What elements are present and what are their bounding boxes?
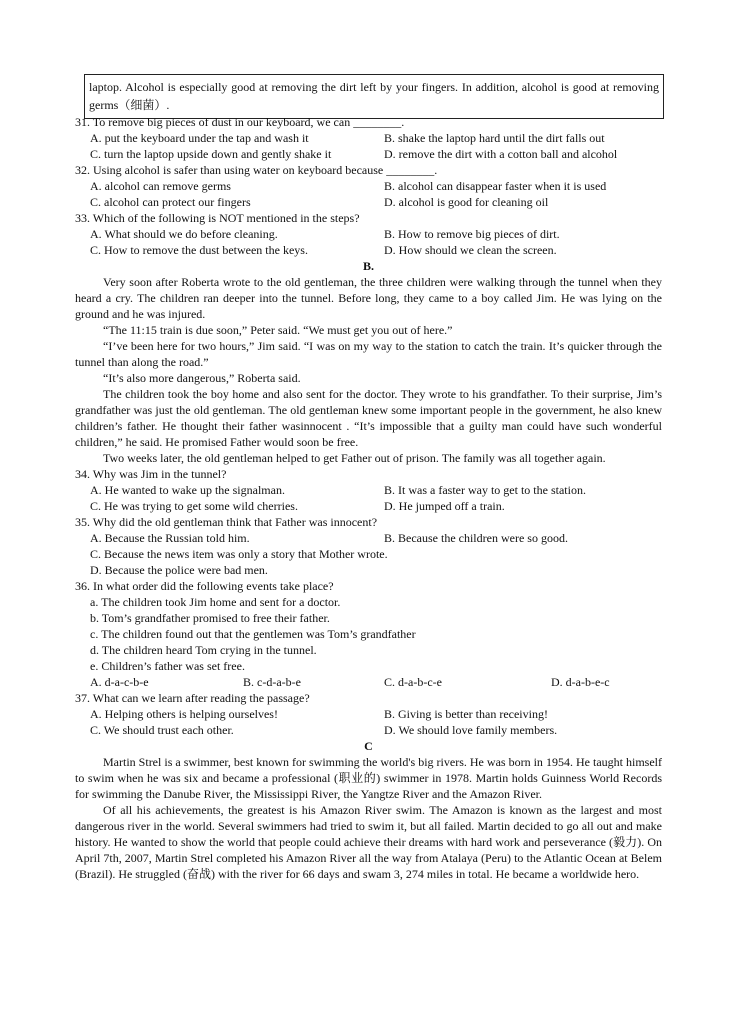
section-b-paragraph: “I’ve been here for two hours,” Jim said. “I was on my way to the station to catch the train. It’s quicker through the tunnel than along the road.” (75, 339, 662, 369)
question-36-stem: 36. In what order did the following events take place? (75, 579, 334, 593)
question-33-options-row2 (75, 242, 662, 258)
question-37-stem: 37. What can we learn after reading the passage? (75, 691, 310, 705)
q37-option-c[interactable]: C. We should trust each other. (90, 723, 234, 737)
question-35-stem: 35. Why did the old gentleman think that Father was innocent? (75, 515, 378, 529)
question-31-stem: 31. To remove big pieces of dust in our keyboard, we can ________. (75, 115, 405, 129)
q36-option-d[interactable]: D. d-a-b-e-c (551, 675, 610, 689)
q32-option-c[interactable]: C. alcohol can protect our fingers (90, 195, 251, 209)
section-b-paragraph: The children took the boy home and also sent for the doctor. They wrote to his grandfather. To their surprise, Jim’s grandfather was just the old gentleman. The old gentleman knew some important people in the government, he also knew children’s father. He thought their father wasinnocent . “It’s impossible that a guilty man could have such wonderful children,” he said. He promised Father would soon be free. (75, 387, 662, 449)
q36-event: e. Children’s father was set free. (90, 659, 245, 673)
q36-event: c. The children found out that the gentlemen was Tom’s grandfather (90, 627, 416, 641)
q34-option-a[interactable]: A. He wanted to wake up the signalman. (90, 483, 285, 497)
exam-content (75, 114, 662, 882)
question-32-options-row1 (75, 178, 662, 194)
section-b-paragraph: Very soon after Roberta wrote to the old gentleman, the three children were walking through the tunnel when they heard a cry. The children ran deeper into the tunnel. Before long, they came to a boy called Jim. He was lying on the ground and he was injured. (75, 275, 662, 321)
question-31-options-row1 (75, 130, 662, 146)
question-37-options-row1 (75, 706, 662, 722)
q34-option-b[interactable]: B. It was a faster way to get to the station. (384, 483, 586, 497)
section-c-heading: C (364, 739, 373, 753)
section-b-paragraph: “It’s also more dangerous,” Roberta said. (103, 371, 301, 385)
q33-option-d[interactable]: D. How should we clean the screen. (384, 243, 557, 257)
q35-option-b[interactable]: B. Because the children were so good. (384, 531, 568, 545)
q35-option-c[interactable]: C. Because the news item was only a story that Mother wrote. (90, 547, 388, 561)
section-c-paragraph: Of all his achievements, the greatest is his Amazon River swim. The Amazon is known as the largest and most dangerous river in the world. Several swimmers had tried to swim it, but all failed. Martin decided to go all out and make history. He wanted to show the world that people could achieve their dreams with hard work and perseverance (毅力). On April 7th, 2007, Martin Strel completed his Amazon River all the way from Atalaya (Peru) to the Atlantic Ocean at Belem (Brazil). He struggled (奋战) with the river for 66 days and swam 3, 274 miles in total. He became a worldwide hero. (75, 803, 662, 881)
q37-option-d[interactable]: D. We should love family members. (384, 723, 558, 737)
question-35-options-row1 (75, 530, 662, 546)
q36-option-a[interactable]: A. d-a-c-b-e (90, 675, 149, 689)
q34-option-c[interactable]: C. He was trying to get some wild cherries. (90, 499, 298, 513)
question-31-options-row2 (75, 146, 662, 162)
q31-option-c[interactable]: C. turn the laptop upside down and gently shake it (90, 147, 332, 161)
q31-option-d[interactable]: D. remove the dirt with a cotton ball and alcohol (384, 147, 618, 161)
question-37-options-row2 (75, 722, 662, 738)
box-text: laptop. Alcohol is especially good at removing the dirt left by your fingers. In addition, alcohol is good at removing germs（细菌）. (89, 80, 659, 112)
q36-event: b. Tom’s grandfather promised to free their father. (90, 611, 330, 625)
q33-option-c[interactable]: C. How to remove the dust between the keys. (90, 243, 308, 257)
q33-option-b[interactable]: B. How to remove big pieces of dirt. (384, 227, 560, 241)
question-32-stem: 32. Using alcohol is safer than using water on keyboard because ________. (75, 163, 438, 177)
question-34-options-row2 (75, 498, 662, 514)
q34-option-d[interactable]: D. He jumped off a train. (384, 499, 505, 513)
q33-option-a[interactable]: A. What should we do before cleaning. (90, 227, 278, 241)
q31-option-b[interactable]: B. shake the laptop hard until the dirt falls out (384, 131, 605, 145)
question-36-options (75, 674, 662, 690)
q32-option-d[interactable]: D. alcohol is good for cleaning oil (384, 195, 549, 209)
section-b-paragraph: “The 11:15 train is due soon,” Peter said. “We must get you out of here.” (103, 323, 453, 337)
q31-option-a[interactable]: A. put the keyboard under the tap and wash it (90, 131, 309, 145)
q32-option-b[interactable]: B. alcohol can disappear faster when it is used (384, 179, 607, 193)
q35-option-a[interactable]: A. Because the Russian told him. (90, 531, 250, 545)
question-33-options-row1 (75, 226, 662, 242)
question-32-options-row2 (75, 194, 662, 210)
q35-option-d[interactable]: D. Because the police were bad men. (90, 563, 268, 577)
q37-option-a[interactable]: A. Helping others is helping ourselves! (90, 707, 278, 721)
q36-option-c[interactable]: C. d-a-b-c-e (384, 675, 442, 689)
section-b-paragraph: Two weeks later, the old gentleman helped to get Father out of prison. The family was all together again. (103, 451, 606, 465)
question-33-stem: 33. Which of the following is NOT mentioned in the steps? (75, 211, 360, 225)
section-c-paragraph: Martin Strel is a swimmer, best known for swimming the world's big rivers. He was born in 1954. He taught himself to swim when he was six and became a professional (职业的) swimmer in 1978. Martin holds Guinness World Records for swimming the Danube River, the Mississippi River, the Yangtze River and the Amazon River. (75, 755, 662, 801)
section-b-heading: B. (362, 259, 374, 273)
q37-option-b[interactable]: B. Giving is better than receiving! (384, 707, 548, 721)
question-34-options-row1 (75, 482, 662, 498)
q32-option-a[interactable]: A. alcohol can remove germs (90, 179, 231, 193)
q36-event: a. The children took Jim home and sent for a doctor. (90, 595, 341, 609)
q36-event: d. The children heard Tom crying in the tunnel. (90, 643, 317, 657)
question-34-stem: 34. Why was Jim in the tunnel? (75, 467, 227, 481)
passage-box (84, 74, 664, 119)
q36-option-b[interactable]: B. c-d-a-b-e (243, 675, 301, 689)
